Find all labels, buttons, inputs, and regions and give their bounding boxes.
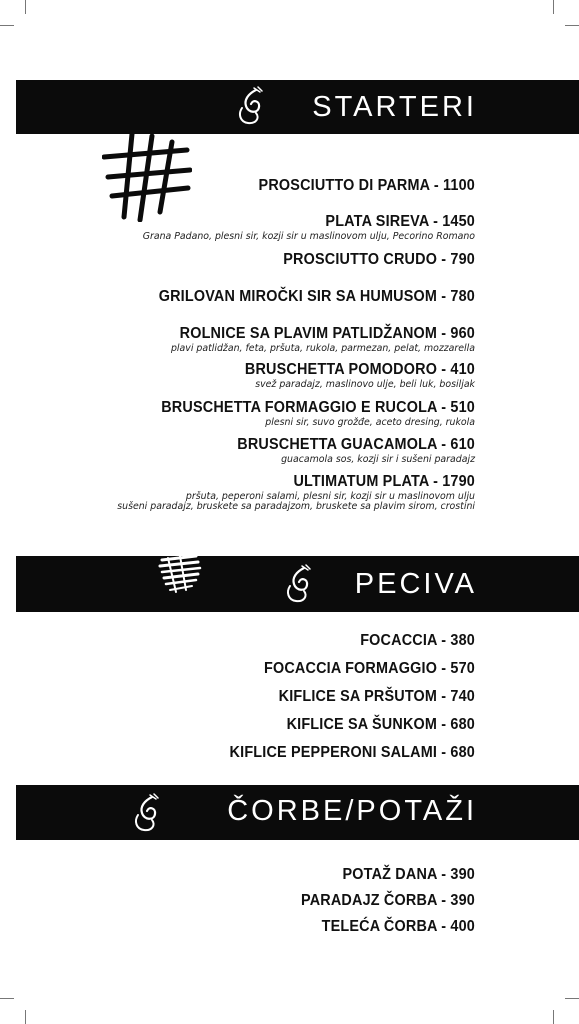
menu-item-name: FOCACCIA - 380 <box>360 632 475 649</box>
menu-item-name: BRUSCHETTA GUACAMOLA - 610 <box>237 436 475 453</box>
menu-item <box>5 325 475 354</box>
menu-item-name: PARADAJZ ČORBA - 390 <box>300 892 475 909</box>
section-header-peciva <box>16 556 579 612</box>
menu-item <box>5 716 475 734</box>
menu-item-name: FOCACCIA FORMAGGIO - 570 <box>263 660 475 677</box>
crop-mark <box>25 0 26 14</box>
menu-item <box>5 251 475 269</box>
swirl-logo-icon <box>128 793 162 833</box>
menu-item-description: Grana Padano, plesni sir, kozji sir u maslinovom ulju, Pecorino Romano <box>142 231 475 242</box>
menu-item <box>5 361 475 390</box>
section-header-starteri <box>16 80 579 134</box>
swirl-logo-icon <box>280 564 314 604</box>
menu-item-name: GRILOVAN MIROČKI SIR SA HUMUSOM - 780 <box>158 288 475 305</box>
menu-item-description: pršuta, peperoni salami, plesni sir, kozji sir u maslinovom ulju <box>185 491 475 502</box>
menu-item-name: KIFLICE SA PRŠUTOM - 740 <box>278 688 475 705</box>
menu-item <box>5 744 475 762</box>
menu-item <box>5 473 475 512</box>
crop-mark <box>0 25 14 26</box>
menu-item <box>5 436 475 465</box>
menu-item-name: ROLNICE SA PLAVIM PATLIDŽANOM - 960 <box>179 325 475 342</box>
crop-mark <box>553 1010 554 1024</box>
menu-item <box>5 918 475 936</box>
section-header-corbe <box>16 785 579 840</box>
brush-stroke-icon <box>156 552 206 600</box>
crop-mark <box>0 998 14 999</box>
menu-item-description: guacamola sos, kozji sir i sušeni paradajz <box>281 454 475 465</box>
menu-item-name: KIFLICE SA ŠUNKOM - 680 <box>286 716 475 733</box>
menu-item <box>5 660 475 678</box>
menu-item-name: TELEĆA ČORBA - 400 <box>321 918 475 935</box>
menu-item <box>5 632 475 650</box>
menu-item <box>5 399 475 428</box>
crop-mark <box>565 25 579 26</box>
menu-item-description: plesni sir, suvo grožđe, aceto dresing, rukola <box>265 417 475 428</box>
menu-item-description: plavi patlidžan, feta, pršuta, rukola, parmezan, pelat, mozzarella <box>170 343 475 354</box>
menu-item-name: BRUSCHETTA FORMAGGIO E RUCOLA - 510 <box>161 399 475 416</box>
section-title: PECIVA <box>354 568 477 600</box>
menu-item <box>5 688 475 706</box>
swirl-logo-icon <box>232 86 266 126</box>
menu-item-name: PROSCIUTTO DI PARMA - 1100 <box>258 177 475 194</box>
crop-mark <box>25 1010 26 1024</box>
menu-item <box>5 288 475 306</box>
menu-item-name: ULTIMATUM PLATA - 1790 <box>293 473 475 490</box>
menu-item <box>5 866 475 884</box>
menu-item <box>5 177 475 195</box>
menu-item-name: PROSCIUTTO CRUDO - 790 <box>283 251 475 268</box>
menu-item-name: PLATA SIREVA - 1450 <box>325 213 475 230</box>
menu-item-description: sušeni paradajz, bruskete sa paradajzom, bruskete sa plavim sirom, crostini <box>117 501 475 512</box>
menu-item-name: BRUSCHETTA POMODORO - 410 <box>244 361 475 378</box>
section-title: STARTERI <box>312 91 477 123</box>
section-title: ČORBE/POTAŽI <box>227 795 477 827</box>
menu-item-name: KIFLICE PEPPERONI SALAMI - 680 <box>229 744 475 761</box>
menu-item <box>5 213 475 242</box>
crop-mark <box>565 998 579 999</box>
crop-mark <box>553 0 554 14</box>
menu-item-description: svež paradajz, maslinovo ulje, beli luk, bosiljak <box>255 379 475 390</box>
menu-item <box>5 892 475 910</box>
menu-item-name: POTAŽ DANA - 390 <box>342 866 475 883</box>
